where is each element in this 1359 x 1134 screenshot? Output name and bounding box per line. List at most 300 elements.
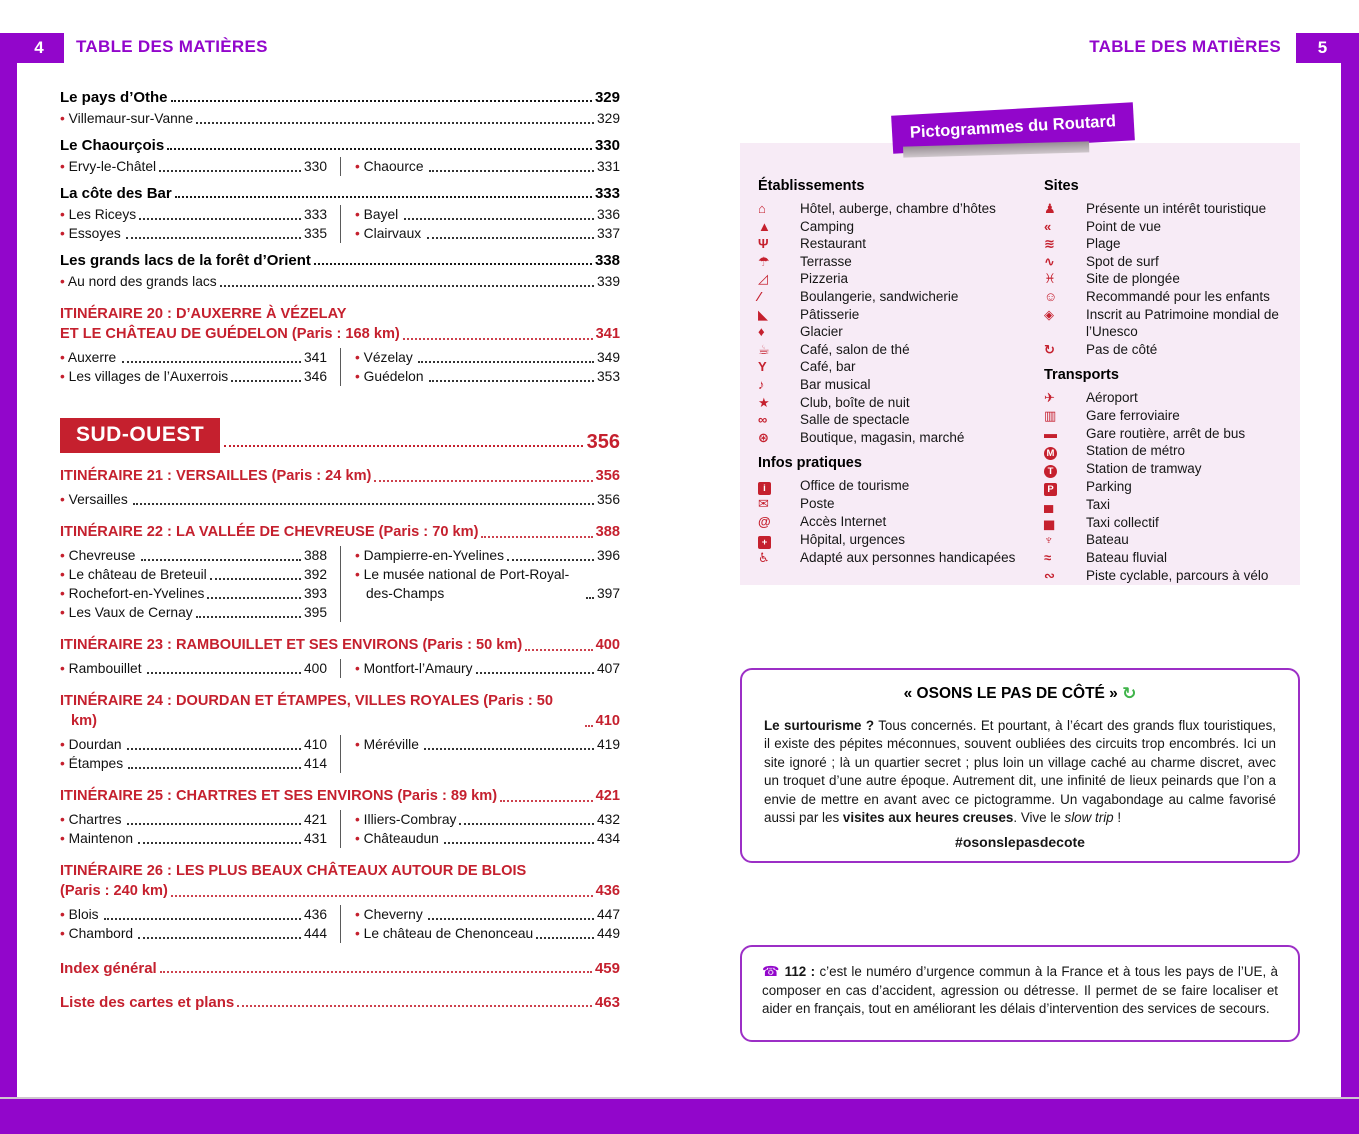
- entry-page-number: 341: [303, 350, 327, 365]
- legend-row: [1044, 306, 1284, 341]
- dotted-leader: [133, 503, 594, 505]
- entry-label: • Dampierre-en-Yvelines: [355, 548, 504, 563]
- entry-label: • Cheverny: [355, 907, 423, 922]
- dotted-leader: [138, 842, 301, 844]
- bullet-icon: •: [355, 661, 364, 676]
- toc-entry: [355, 565, 620, 603]
- entry-label: • Chaource: [355, 159, 424, 174]
- dotted-leader: [127, 748, 301, 750]
- entry-label: • Les Riceys: [60, 207, 137, 222]
- bullet-icon: •: [355, 548, 364, 563]
- entry-page-number: 421: [303, 812, 327, 827]
- entry-label: ITINÉRAIRE 20 : D’AUXERRE À VÉZELAY: [60, 306, 347, 322]
- entry-page-number: 329: [594, 89, 620, 106]
- toc-entry: [60, 810, 327, 829]
- legend-row: [1044, 253, 1284, 271]
- dotted-leader: [160, 971, 592, 973]
- entry-page-number: 333: [594, 185, 620, 202]
- page-number-left: 4: [0, 33, 64, 63]
- entry-label: ET LE CHÂTEAU DE GUÉDELON (Paris : 168 km): [60, 326, 400, 342]
- dotted-leader: [175, 196, 592, 198]
- dotted-leader: [507, 559, 594, 561]
- legend-label: Boulangerie, sandwicherie: [800, 288, 959, 304]
- itinerary-line: [60, 881, 620, 901]
- bullet-icon: •: [355, 226, 364, 241]
- telephone-icon: ☎: [762, 963, 785, 979]
- entry-label: • Étampes: [60, 756, 124, 771]
- dancer-icon: ★: [758, 394, 770, 410]
- medical-cross-icon: +: [758, 536, 771, 549]
- entry-label: • Villemaur-sur-Vanne: [60, 111, 194, 126]
- dotted-leader: [500, 800, 593, 802]
- taxi-car-icon: ▄: [1044, 497, 1054, 513]
- tram-circle-icon: [1044, 460, 1086, 478]
- entry-page-number: 434: [596, 831, 620, 846]
- dotted-leader: [418, 361, 594, 363]
- toc-entry: [60, 272, 620, 291]
- legend-row: [1044, 425, 1284, 443]
- dotted-leader: [586, 597, 594, 599]
- legend-label: Terrasse: [800, 253, 852, 269]
- child-friendly-icon: ☺: [1044, 288, 1058, 304]
- terrace-parasol-icon: ☂: [758, 253, 770, 269]
- dotted-leader: [171, 100, 592, 102]
- toc-entry: [60, 490, 620, 509]
- dotted-leader: [167, 148, 592, 150]
- legend-row: [1044, 389, 1284, 407]
- bullet-icon: •: [60, 926, 69, 941]
- side-step-arrow-icon: ↻: [1122, 684, 1137, 703]
- legend-group-title: Transports: [1044, 367, 1119, 384]
- legend-row: [1044, 407, 1284, 425]
- toc-two-columns: [60, 348, 620, 386]
- dotted-leader: [138, 937, 301, 939]
- emergency-number: 112 :: [784, 964, 816, 979]
- dotted-leader: [171, 895, 593, 897]
- toc-heading-row: [60, 89, 620, 106]
- toc-two-columns: [60, 205, 620, 243]
- at-sign-icon: @: [758, 513, 771, 529]
- entry-page-number: 436: [595, 883, 620, 899]
- dotted-leader: [459, 823, 594, 825]
- entry-label: Liste des cartes et plans: [60, 994, 235, 1011]
- toc-entry: [60, 924, 327, 943]
- entry-page-number: 449: [596, 926, 620, 941]
- train-icon: ▥: [1044, 407, 1057, 423]
- itinerary-line: [60, 635, 620, 655]
- legend-group-title: Établissements: [758, 178, 865, 194]
- legend-row: [758, 477, 1030, 495]
- entry-label: • Le musée national de Port-Royal-des-Champs: [355, 567, 570, 601]
- toc-column-right: [340, 735, 620, 773]
- toc-column-left: [60, 735, 340, 773]
- music-note-icon: ♪: [758, 376, 765, 392]
- toc-two-columns: [60, 735, 620, 773]
- entry-label: • Montfort-l’Amaury: [355, 661, 473, 676]
- toc-column-left: [60, 546, 340, 622]
- osons-hashtag: #osonslepasdecote: [955, 834, 1085, 851]
- side-step-arrow-icon: ↻: [1044, 341, 1055, 357]
- diver-icon: ♓: [1044, 271, 1056, 287]
- toc-entry: [60, 565, 327, 584]
- metro-circle-icon: M: [1044, 447, 1057, 460]
- toc-entry: [60, 157, 327, 176]
- bullet-icon: •: [355, 207, 364, 222]
- toc-entry: [355, 810, 620, 829]
- dotted-leader: [424, 748, 594, 750]
- legend-row: [758, 306, 1030, 324]
- entry-label: • Bayel: [355, 207, 399, 222]
- entry-page-number: 407: [596, 661, 620, 676]
- toc-entry: [60, 584, 327, 603]
- entry-label: • Dourdan: [60, 737, 122, 752]
- toc-section-heading: [60, 137, 620, 154]
- bicycle-icon: ∾: [1044, 567, 1055, 583]
- itinerary-line: [60, 324, 620, 344]
- baguette-icon: ∕: [758, 288, 761, 304]
- entry-page-number: 436: [303, 907, 327, 922]
- entry-label: • Essoyes: [60, 226, 121, 241]
- entry-label: • Le château de Breteuil: [60, 567, 207, 582]
- bullet-icon: •: [60, 111, 69, 126]
- toc-entry: [355, 659, 620, 678]
- legend-label: Station de métro: [1086, 443, 1186, 459]
- boat-icon: ♆: [1044, 532, 1054, 548]
- bullet-icon: •: [355, 926, 364, 941]
- entry-page-number: 388: [595, 524, 620, 540]
- toc-column-right: [340, 348, 620, 386]
- entry-label: • Maintenon: [60, 831, 134, 846]
- toc-two-columns: [60, 546, 620, 622]
- toc-entry: [355, 905, 620, 924]
- legend-row: [758, 376, 1030, 394]
- dotted-leader: [403, 338, 593, 340]
- dotted-leader: [536, 937, 594, 939]
- entry-page-number: 338: [594, 252, 620, 269]
- bullet-icon: •: [60, 567, 69, 582]
- toc-entry: [60, 735, 327, 754]
- legend-group-title: Sites: [1044, 178, 1079, 194]
- toc-entry: [355, 224, 620, 243]
- legend-row: [758, 341, 1030, 359]
- bullet-icon: •: [355, 737, 364, 752]
- entry-page-number: 335: [303, 226, 327, 241]
- legend-label: Bateau fluvial: [1086, 549, 1168, 565]
- entry-label: Le Chaourçois: [60, 137, 165, 154]
- dotted-leader: [231, 380, 301, 382]
- bullet-icon: •: [60, 207, 69, 222]
- entry-label: ITINÉRAIRE 26 : LES PLUS BEAUX CHÂTEAUX AUTOUR DE BLOIS: [60, 863, 527, 879]
- toc-entry: [60, 109, 620, 128]
- entry-label: ITINÉRAIRE 21 : VERSAILLES (Paris : 24 km): [60, 468, 372, 484]
- toc-entry: [60, 659, 327, 678]
- entry-label: • Blois: [60, 907, 99, 922]
- toc-itinerary-heading: [60, 691, 620, 731]
- bullet-icon: •: [60, 661, 69, 676]
- legend-column-1: [758, 169, 1030, 584]
- dotted-leader: [147, 672, 301, 674]
- toc-heading-row: [60, 137, 620, 154]
- legend-label: Hôtel, auberge, chambre d’hôtes: [800, 201, 996, 216]
- entry-page-number: 459: [594, 960, 620, 977]
- dotted-leader: [429, 380, 594, 382]
- coffee-cup-icon: ☕: [758, 341, 770, 357]
- emergency-112-box: [740, 945, 1300, 1042]
- legend-label: Plage: [1086, 236, 1121, 252]
- unesco-emblem-icon: ◈: [1044, 306, 1054, 322]
- dotted-leader: [127, 823, 301, 825]
- entry-label: • Chambord: [60, 926, 134, 941]
- bullet-icon: •: [60, 907, 69, 922]
- bullet-icon: •: [355, 907, 364, 922]
- toc-entry: [355, 924, 620, 943]
- legend-row: [1044, 567, 1284, 585]
- bullet-icon: •: [60, 812, 69, 827]
- entry-page-number: 356: [595, 468, 620, 484]
- market-basket-icon: ⊛: [758, 429, 769, 445]
- ice-cream-icon: ♦: [758, 324, 765, 340]
- toc-entry: [60, 546, 327, 565]
- entry-label: • Guédelon: [355, 369, 424, 384]
- beach-wave-icon: ≋: [1044, 236, 1055, 252]
- bullet-icon: •: [60, 605, 69, 620]
- toc-column-right: [340, 810, 620, 848]
- legend-label: Gare routière, arrêt de bus: [1086, 425, 1246, 441]
- bullet-icon: •: [60, 492, 69, 507]
- toc-two-columns: [60, 659, 620, 678]
- toc-column-left: [60, 905, 340, 943]
- entry-label: • Ervy-le-Châtel: [60, 159, 157, 174]
- legend-group-title: Infos pratiques: [758, 455, 862, 472]
- river-boat-icon: ≈: [1044, 549, 1052, 565]
- entry-page-number: 421: [595, 788, 620, 804]
- toc-entry: [355, 546, 620, 565]
- entry-label: ITINÉRAIRE 24 : DOURDAN ET ÉTAMPES, VILLES ROYALES (Paris : 50 km): [60, 693, 554, 729]
- entry-label: • Châteaudun: [355, 831, 439, 846]
- entry-label: • Les villages de l’Auxerrois: [60, 369, 229, 384]
- legend-row: [1044, 442, 1284, 460]
- entry-page-number: 397: [596, 586, 620, 601]
- toc-itinerary-heading: [60, 635, 620, 655]
- entry-label: • Auxerre: [60, 350, 117, 365]
- legend-row: [758, 495, 1030, 513]
- toc-column-left: [60, 348, 340, 386]
- entry-page-number: 447: [596, 907, 620, 922]
- entry-label: La côte des Bar: [60, 185, 172, 202]
- dotted-leader: [196, 616, 301, 618]
- surfer-icon: ∿: [1044, 253, 1055, 269]
- toc-itinerary-heading: [60, 466, 620, 486]
- bullet-icon: •: [60, 737, 69, 752]
- restaurant-icon: Ψ: [758, 236, 769, 252]
- entry-page-number: 431: [303, 831, 327, 846]
- table-of-contents: [60, 80, 620, 1011]
- dotted-leader: [141, 559, 301, 561]
- entry-page-number: 336: [596, 207, 620, 222]
- entry-label: • Vézelay: [355, 350, 413, 365]
- dotted-leader: [128, 767, 301, 769]
- entry-page-number: 333: [303, 207, 327, 222]
- entry-label: Les grands lacs de la forêt d’Orient: [60, 252, 311, 269]
- entry-page-number: 419: [596, 737, 620, 752]
- entry-page-number: 337: [596, 226, 620, 241]
- wheelchair-icon: ♿: [758, 549, 770, 565]
- legend-row: [1044, 549, 1284, 567]
- toc-entry: [60, 205, 327, 224]
- legend-label: Bar musical: [800, 376, 871, 392]
- dotted-leader: [429, 170, 594, 172]
- dotted-leader: [224, 445, 582, 447]
- toc-entry: [60, 905, 327, 924]
- legend-row: [758, 358, 1030, 376]
- toc-index-entry: [60, 960, 620, 977]
- dotted-leader: [525, 649, 592, 651]
- entry-label: • Les Vaux de Cernay: [60, 605, 193, 620]
- legend-label: Restaurant: [800, 236, 867, 252]
- entry-label: • Illiers-Combray: [355, 812, 457, 827]
- legend-label: Hôpital, urgences: [800, 531, 906, 547]
- legend-label: Boutique, magasin, marché: [800, 429, 965, 445]
- toc-entry: [355, 829, 620, 848]
- toc-entry: [60, 754, 327, 773]
- legend-label: Piste cyclable, parcours à vélo: [1086, 567, 1269, 583]
- toc-entry: [60, 224, 327, 243]
- toc-column-left: [60, 205, 340, 243]
- entry-label: • Chevreuse: [60, 548, 136, 563]
- bottom-band: [0, 1097, 1359, 1134]
- legend-row: [1044, 341, 1284, 359]
- legend-row: [758, 270, 1030, 288]
- page-number-right: 5: [1296, 33, 1359, 63]
- legend-label: Camping: [800, 218, 855, 234]
- legend-row: [758, 218, 1030, 236]
- bar-glass-icon: Y: [758, 359, 767, 375]
- toc-entry: [60, 367, 327, 386]
- dotted-leader: [207, 597, 301, 599]
- entry-page-number: 396: [596, 548, 620, 563]
- toc-itinerary-heading: [60, 861, 620, 901]
- legend-label: Recommandé pour les enfants: [1086, 288, 1270, 304]
- bullet-icon: •: [60, 756, 69, 771]
- dotted-leader: [126, 237, 301, 239]
- legend-row: [758, 235, 1030, 253]
- viewpoint-arrow-icon: «: [1044, 218, 1052, 234]
- legend-label: Office de tourisme: [800, 478, 910, 494]
- entry-page-number: 432: [596, 812, 620, 827]
- bullet-icon: •: [60, 226, 69, 241]
- toc-two-columns: [60, 157, 620, 176]
- toc-entry: [355, 348, 620, 367]
- legend-row: [1044, 200, 1284, 218]
- entry-page-number: 346: [303, 369, 327, 384]
- dotted-leader: [428, 918, 594, 920]
- legend-row: [758, 323, 1030, 341]
- legend-row: [1044, 496, 1284, 514]
- toc-column-right: [340, 659, 620, 678]
- toc-index-entry: [60, 994, 620, 1011]
- legend-column-2: [1044, 169, 1284, 584]
- itinerary-line: [60, 466, 620, 486]
- dotted-leader: [427, 237, 594, 239]
- legend-label: Café, salon de thé: [800, 341, 910, 357]
- legend-row: [758, 411, 1030, 429]
- bullet-icon: •: [60, 350, 68, 365]
- entry-label: ITINÉRAIRE 22 : LA VALLÉE DE CHEVREUSE (Paris : 70 km): [60, 524, 479, 540]
- entry-page-number: 339: [596, 274, 620, 289]
- legend-label: Taxi: [1086, 497, 1111, 513]
- legend-row: [758, 531, 1030, 549]
- toc-column-right: [340, 205, 620, 243]
- legend-label: Pas de côté: [1086, 341, 1158, 357]
- dotted-leader: [476, 672, 594, 674]
- legend-row: [758, 549, 1030, 567]
- legend-label: Taxi collectif: [1086, 514, 1159, 530]
- entry-label: • Rambouillet: [60, 661, 142, 676]
- opera-glasses-icon: ∞: [758, 412, 768, 428]
- legend-label: Glacier: [800, 324, 843, 340]
- bullet-icon: •: [60, 369, 69, 384]
- toc-sub-entry: [60, 109, 620, 128]
- emergency-text: c’est le numéro d’urgence commun à la France et à tous les pays de l’UE, à composer en cas d’accident, agression ou détresse. Il permet de se faire localiser et aider en français, tout en améliorant les délais d’intervention des services de secours.: [762, 964, 1279, 1017]
- bullet-icon: •: [355, 567, 364, 582]
- info-square-icon: [758, 477, 800, 495]
- legend-row: [758, 288, 1030, 306]
- dotted-leader: [481, 536, 592, 538]
- entry-page-number: 400: [303, 661, 327, 676]
- bus-icon: ▬: [1044, 425, 1057, 441]
- legend-label: Gare ferroviaire: [1086, 407, 1180, 423]
- legend-columns: [758, 169, 1284, 584]
- toc-heading-row: [60, 185, 620, 202]
- entry-label: • Chartres: [60, 812, 122, 827]
- bullet-icon: •: [60, 159, 69, 174]
- toc-sub-entry: [60, 490, 620, 509]
- entry-page-number: 341: [595, 326, 620, 342]
- legend-label: Site de plongée: [1086, 271, 1180, 287]
- toc-column-left: [60, 157, 340, 176]
- legend-row: [758, 394, 1030, 412]
- bullet-icon: •: [355, 812, 364, 827]
- metro-circle-icon: [1044, 442, 1086, 460]
- toc-column-right: [340, 157, 620, 176]
- legend-label: Point de vue: [1086, 218, 1162, 234]
- entry-page-number: 400: [595, 637, 620, 653]
- toc-entry: [355, 157, 620, 176]
- pizza-slice-icon: ◿: [758, 271, 768, 287]
- toc-two-columns: [60, 810, 620, 848]
- toc-two-columns: [60, 905, 620, 943]
- itinerary-line: [60, 786, 620, 806]
- itinerary-line: [60, 304, 620, 324]
- legend-label: Parking: [1086, 479, 1132, 495]
- legend-label: Café, bar: [800, 359, 856, 375]
- entry-label: Le pays d’Othe: [60, 89, 168, 106]
- entry-label: • Rochefort-en-Yvelines: [60, 586, 205, 601]
- entry-label: • Le château de Chenonceau: [355, 926, 534, 941]
- toc-entry: [60, 348, 327, 367]
- entry-page-number: 410: [303, 737, 327, 752]
- bullet-icon: •: [60, 831, 69, 846]
- bullet-icon: •: [355, 350, 364, 365]
- dotted-leader: [159, 170, 301, 172]
- entry-page-number: 395: [303, 605, 327, 620]
- toc-column-left: [60, 810, 340, 848]
- entry-page-number: 414: [303, 756, 327, 771]
- osons-title: « OSONS LE PAS DE CÔTÉ » ↻: [903, 684, 1137, 703]
- legend-label: Station de tramway: [1086, 461, 1202, 477]
- legend-row: [1044, 270, 1284, 288]
- legend-row: [758, 200, 1030, 218]
